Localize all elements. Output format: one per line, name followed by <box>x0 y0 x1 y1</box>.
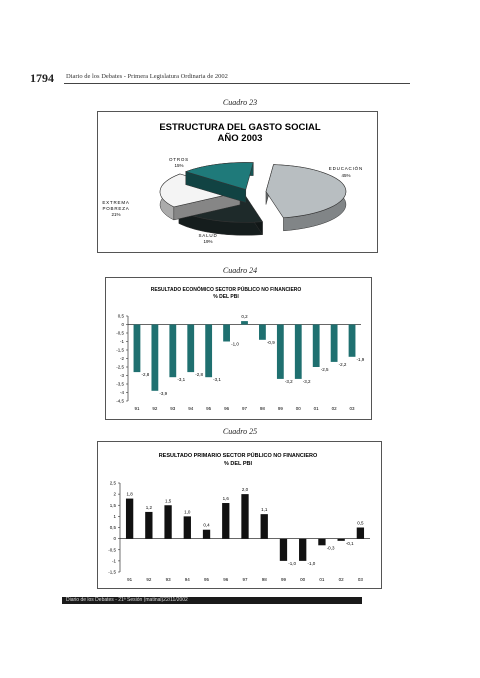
bar <box>259 325 266 340</box>
x-tick-label: 02 <box>338 577 344 582</box>
x-tick-label: 98 <box>261 577 267 582</box>
x-tick-label: 93 <box>170 406 176 411</box>
y-tick-label: -1,5 <box>116 347 124 353</box>
y-tick-label: -1 <box>119 339 124 345</box>
bar-value-label: -3,9 <box>159 390 168 396</box>
bar-value-label: 1,5 <box>164 498 172 504</box>
y-tick-label: 1,5 <box>109 502 116 508</box>
pie-title-line-2: AÑO 2003 <box>217 133 263 144</box>
bar <box>187 325 194 373</box>
bar <box>277 325 284 379</box>
bar <box>223 325 230 342</box>
bar <box>151 325 158 391</box>
pie-label-educacion-value: 45% <box>341 173 351 178</box>
y-tick-label: 0,5 <box>117 313 124 319</box>
bar <box>280 539 287 561</box>
y-tick-label: -1,5 <box>108 569 116 575</box>
bar <box>134 325 141 373</box>
x-tick-label: 99 <box>277 406 283 411</box>
bar <box>261 514 268 538</box>
bar-value-label: -1,0 <box>307 560 316 566</box>
y-tick-label: -0,5 <box>108 547 116 553</box>
bar-value-label: 0,4 <box>203 522 210 528</box>
y-tick-label: 0,5 <box>109 525 116 531</box>
page-footer <box>62 597 362 604</box>
header-rule <box>64 83 410 84</box>
bar <box>203 530 210 539</box>
y-tick-label: -4 <box>119 390 124 396</box>
bar-chart-24-frame <box>105 277 372 420</box>
x-tick-label: 01 <box>313 406 319 411</box>
bar <box>338 539 345 541</box>
pie-label-pobreza-value: 21% <box>111 212 121 217</box>
bar-value-label: 2,0 <box>241 487 249 493</box>
y-tick-label: -3 <box>119 373 124 379</box>
bar-value-label: -1,0 <box>288 560 296 566</box>
pie-chart <box>98 112 377 252</box>
bar <box>241 321 248 324</box>
y-tick-label: -2 <box>119 356 124 362</box>
bar-chart-25-frame <box>97 441 382 589</box>
bar25-title-line-1: RESULTADO PRIMARIO SECTOR PÚBLICO NO FINANCIERO <box>158 453 318 459</box>
bar <box>357 528 364 539</box>
bar <box>145 512 152 539</box>
pie-label-pobreza-name-2: POBREZA <box>102 206 130 211</box>
running-title: Diario de los Debates - Primera Legislatura Ordinaria de 2002 <box>66 73 228 80</box>
bar <box>318 539 325 546</box>
x-tick-label: 97 <box>242 577 248 582</box>
bar <box>349 325 356 357</box>
pie-chart-frame <box>97 111 378 253</box>
y-tick-label: -0,5 <box>116 330 124 336</box>
x-tick-label: 94 <box>188 406 194 411</box>
bar <box>331 325 338 362</box>
bar-value-label: -3,2 <box>284 378 293 384</box>
bar-value-label: 1,8 <box>126 491 133 497</box>
y-tick-label: 1 <box>113 513 116 519</box>
bar <box>222 503 229 539</box>
pie-slice <box>266 165 346 231</box>
bar-value-label: -1,9 <box>356 356 365 362</box>
x-tick-label: 01 <box>319 577 325 582</box>
y-tick-label: -3,5 <box>116 381 124 387</box>
bar <box>164 505 171 538</box>
x-tick-label: 94 <box>184 577 190 582</box>
bar-value-label: 1,0 <box>184 509 191 515</box>
bar-chart-25 <box>98 442 381 588</box>
bar-value-label: -1,0 <box>231 341 239 347</box>
pie-label-salud-name: SALUD <box>198 233 218 238</box>
bar-value-label: -3,1 <box>213 377 221 383</box>
x-tick-label: 95 <box>206 406 212 411</box>
y-tick-label: -1 <box>111 558 116 564</box>
bar-value-label: -2,2 <box>338 361 347 367</box>
y-tick-label: -2,5 <box>116 364 124 370</box>
y-tick-label: 2,5 <box>109 480 116 486</box>
x-tick-label: 91 <box>134 406 140 411</box>
caption-cuadro-23: Cuadro 23 <box>222 98 258 107</box>
y-tick-label: 0 <box>113 536 116 542</box>
x-tick-label: 96 <box>223 577 229 582</box>
x-tick-label: 97 <box>241 406 248 411</box>
bar-value-label: -3,2 <box>302 378 311 384</box>
x-tick-label: 00 <box>300 577 306 582</box>
x-tick-label: 99 <box>280 577 286 582</box>
bar <box>126 499 133 539</box>
y-tick-label: 0 <box>121 322 124 328</box>
bar <box>184 516 191 538</box>
bar-value-label: 1,1 <box>261 507 268 513</box>
bar-value-label: -2,8 <box>141 372 150 378</box>
bar-value-label: -3,1 <box>177 377 186 383</box>
y-tick-label: -4,5 <box>116 398 124 404</box>
x-tick-label: 91 <box>127 577 133 582</box>
pie-label-pobreza-name-1: EXTREMA <box>102 200 130 205</box>
bar-chart-24 <box>106 278 371 419</box>
caption-cuadro-25: Cuadro 25 <box>222 427 258 436</box>
pie-label-salud-value: 19% <box>203 239 213 244</box>
bar <box>299 539 306 561</box>
bar <box>169 325 176 378</box>
bar-value-label: -0,3 <box>326 545 335 551</box>
bar24-title-line-2: % DEL PBI <box>213 294 239 300</box>
x-tick-label: 95 <box>204 577 210 582</box>
bar <box>313 325 320 368</box>
x-tick-label: 00 <box>295 406 301 411</box>
bar <box>295 325 302 379</box>
pie-label-otros-value: 15% <box>174 163 184 168</box>
bar <box>241 494 248 539</box>
bar-value-label: -2,8 <box>195 372 204 378</box>
pie-label-educacion-name: EDUCACIÓN <box>328 166 363 171</box>
bar-value-label: -0,1 <box>345 540 354 546</box>
x-tick-label: 92 <box>152 406 158 411</box>
bar-value-label: -0,9 <box>266 339 275 345</box>
page-number: 1794 <box>30 71 54 85</box>
footer-text: Diario de los Debates - 21ª Sesión (matinal)22/11/2002 <box>66 597 188 603</box>
bar24-title-line-1: RESULTADO ECONÓMICO SECTOR PÚBLICO NO FINANCIERO <box>150 287 302 293</box>
bar-value-label: 0,5 <box>357 520 364 526</box>
x-tick-label: 03 <box>349 406 355 411</box>
x-tick-label: 03 <box>357 577 363 582</box>
y-tick-label: 2 <box>113 491 116 497</box>
pie-title-line-1: ESTRUCTURA DEL GASTO SOCIAL <box>159 122 321 133</box>
bar-value-label: 0,2 <box>241 314 248 320</box>
pie-label-otros-name: OTROS <box>168 157 190 162</box>
page-header <box>30 71 410 85</box>
caption-cuadro-24: Cuadro 24 <box>222 266 258 275</box>
x-tick-label: 96 <box>224 406 230 411</box>
bar-value-label: -2,5 <box>320 367 329 372</box>
x-tick-label: 98 <box>259 406 265 411</box>
bar <box>205 325 212 378</box>
bar25-title-line-2: % DEL PBI <box>223 461 253 467</box>
x-tick-label: 02 <box>331 406 337 411</box>
bar-value-label: 1,2 <box>145 504 152 510</box>
x-tick-label: 92 <box>146 577 152 582</box>
x-tick-label: 93 <box>165 577 171 582</box>
bar-value-label: 1,6 <box>222 496 229 502</box>
